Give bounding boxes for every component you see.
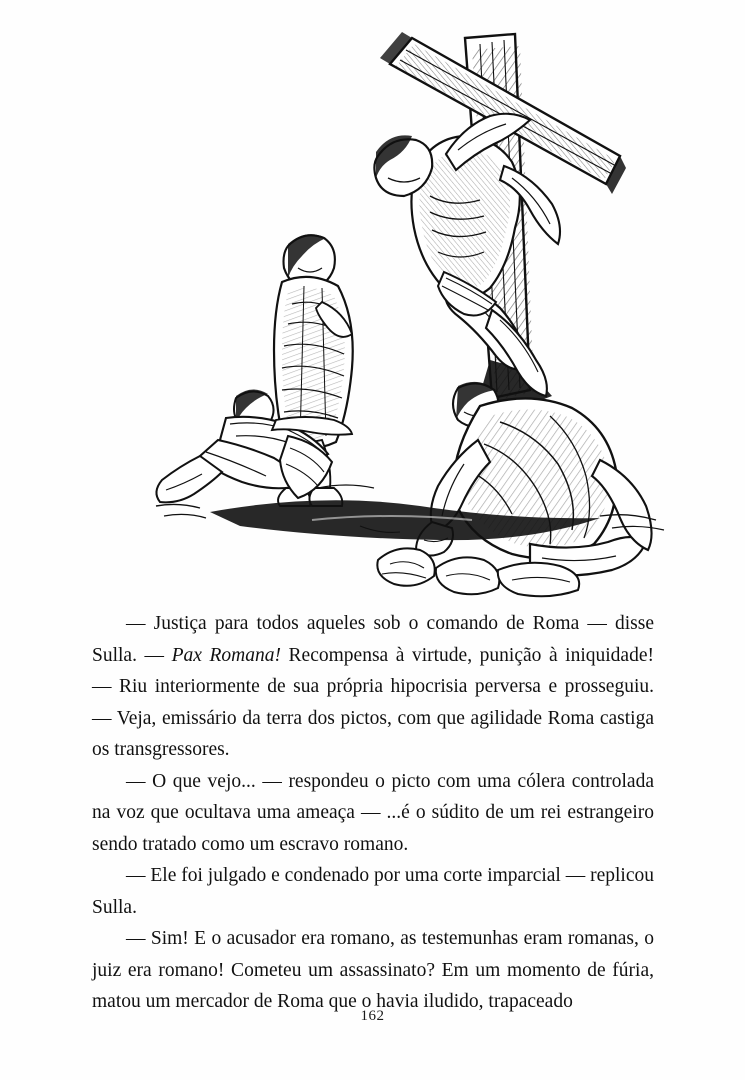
- crouching-figure-right: [416, 382, 652, 576]
- page-body-text: [92, 608, 654, 1018]
- crucifixion-scene-ink-drawing: [60, 20, 685, 600]
- paragraph-4: [92, 923, 654, 1018]
- text-run: — Ele foi julgado e condenado por uma corte imparcial — replicou Sulla.: [92, 865, 654, 918]
- text-run: — Sim! E o acusador era romano, as testemunhas eram romanas, o juiz era romano! Cometeu um assassinato? Em um momento de fúria, matou um mercador de Roma que o havia iludido, trapaceado: [92, 928, 654, 1012]
- text-run: — Justiça para todos aqueles sob o comando de Roma — disse Sulla. —: [92, 613, 654, 666]
- text-run: Recompensa à virtude, punição à iniquidade! — Riu interiormente de sua própria hipocrisia perversa e prosseguiu. — Veja, emissário da terra dos pictos, com que agilidade Roma castiga os transgressores.: [92, 644, 654, 760]
- text-run: — O que vejo... — respondeu o picto com uma cólera controlada na voz que ocultava uma ameaça — ...é o súdito de um rei estrangeiro sendo tratado como um escravo romano.: [92, 770, 654, 855]
- crucified-figure: [374, 114, 560, 396]
- paragraph-3: [92, 860, 654, 923]
- page-number: 162: [360, 1008, 385, 1024]
- paragraph-2: [92, 766, 654, 861]
- italic-run: Pax Romana!: [171, 644, 281, 666]
- paragraph-1: [92, 608, 654, 766]
